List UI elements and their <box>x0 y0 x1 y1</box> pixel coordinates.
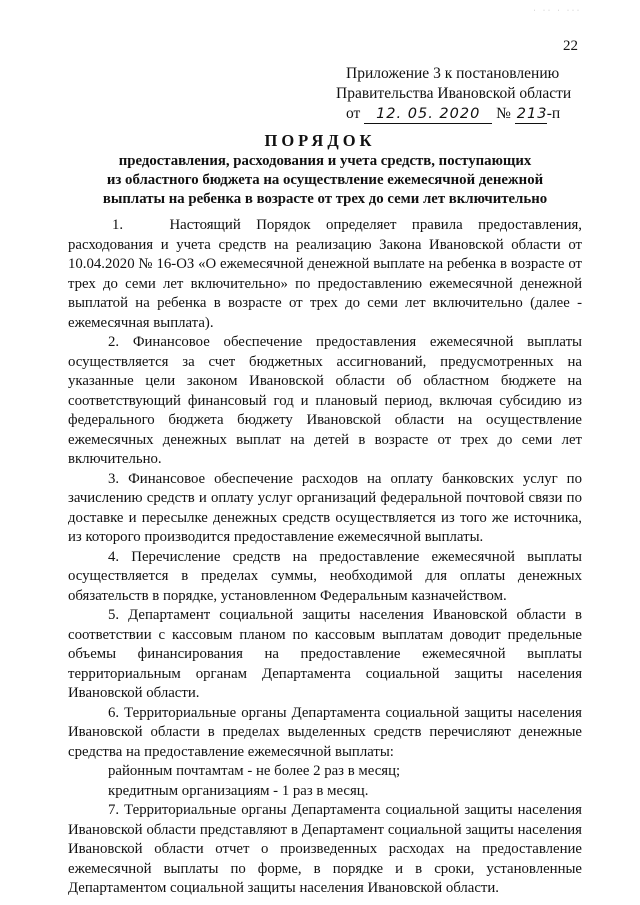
number-suffix: -п <box>546 105 561 122</box>
paragraph-1: 1. Настоящий Порядок определяет правила предоставления, расходования и учета средств на реализацию Закона Ивановской области от 10.04.2020 № 16-ОЗ «О ежемесячной денежной выплате на ребенка в возрасте от трех до семи лет включительно» по предоставлению ежемесячной денежной выплатой на ребенка в возрасте от трех до семи лет включительно (далее - ежемесячная выплата). <box>68 217 582 331</box>
paragraph-7: 7. Территориальные органы Департамента социальной защиты населения Ивановской области представляют в Департамент социальной защиты населения Ивановской области отчет о произведенных расходах на предоставление ежемесячной выплаты по форме, в порядке и в сроки, установленные Департаментом социальной защиты населения Ивановской области. <box>68 802 582 896</box>
paragraph-5: 5. Департамент социальной защиты населения Ивановской области в соответствии с кассовым планом по кассовым выплатам доводит предельные объемы финансирования на предоставление ежемесячной выплаты территориальным органам Департамента социальной защиты населения Ивановской области. <box>68 607 582 701</box>
header-date-line <box>346 104 578 124</box>
subtitle-line: предоставления, расходования и учета средств, поступающих <box>118 153 532 169</box>
handwritten-date: 12. 05. 2020 <box>364 106 492 124</box>
list-item: кредитным организациям - 1 раз в месяц. <box>108 782 369 799</box>
paragraph-4: 4. Перечисление средств на предоставление ежемесячной выплаты осуществляется в пределах суммы, необходимой для оплаты денежных обязательств в порядке, установленном Федеральным казначейством. <box>68 548 582 604</box>
subtitle-line: из областного бюджета на осуществление ежемесячной денежной <box>106 172 544 188</box>
number-label: № <box>496 105 511 122</box>
page-number: 22 <box>563 38 578 54</box>
document-title: ПОРЯДОК <box>264 131 376 150</box>
appendix-header <box>336 64 578 124</box>
list-item: районным почтамтам - не более 2 раз в месяц; <box>108 763 401 779</box>
header-line-1: Приложение 3 к постановлению <box>346 65 560 82</box>
header-line-2: Правительства Ивановской области <box>336 85 572 102</box>
paragraph-6: 6. Территориальные органы Департамента социальной защиты населения Ивановской области в пределах выделенных средств перечисляют денежные средства на предоставление ежемесячной выплаты: <box>68 704 582 760</box>
paragraph-2: 2. Финансовое обеспечение предоставления ежемесячной выплаты осуществляется за счет бюджетных ассигнований, предусмотренных на указанные цели законом Ивановской области об областном бюджете на соответствующий финансовый год и плановый период, включая субсидию из федерального бюджета бюджету Ивановской области на осуществление ежемесячных денежных выплат на детей в возрасте от трех до семи лет включительно. <box>68 334 582 467</box>
document-subtitle <box>70 152 580 209</box>
scan-artifact: · ·· · ··· <box>533 8 582 14</box>
handwritten-number: 213 <box>516 106 548 122</box>
paragraph-3: 3. Финансовое обеспечение расходов на оплату банковских услуг по зачислению средств и оплату услуг организаций федеральной почтовой связи по доставке и пересылке денежных средств осуществляется из того же источника, из которого производится предоставление ежемесячной выплаты. <box>68 470 582 545</box>
subtitle-line: выплаты на ребенка в возрасте от трех до семи лет включительно <box>102 191 548 207</box>
document-body <box>68 216 582 899</box>
from-label: от <box>346 105 361 122</box>
